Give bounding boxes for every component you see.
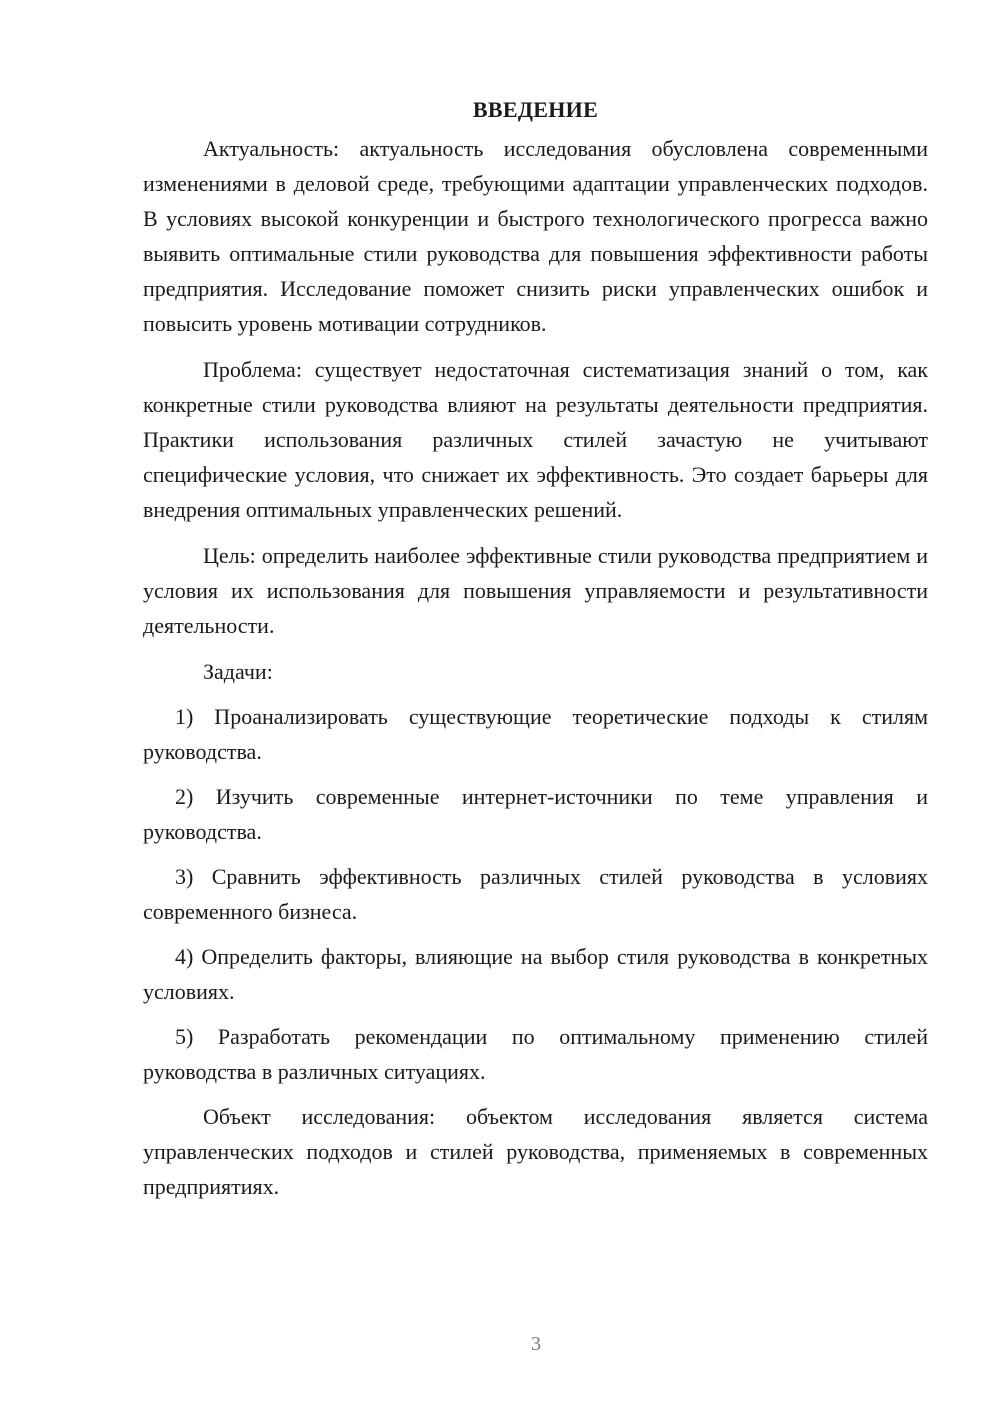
task-item: 3) Сравнить эффективность различных стилей руководства в условиях современного бизнеса.: [143, 864, 928, 924]
tasks-label: Задачи:: [203, 659, 273, 684]
page-title: ВВЕДЕНИЕ: [472, 97, 599, 122]
object-paragraph: Объект исследования: объектом исследования является система управленческих подходов и стилей руководства, применяемых в современных предприятиях.: [143, 1104, 928, 1199]
goal-paragraph: Цель: определить наиболее эффективные стили руководства предприятием и условия их использования для повышения управляемости и результативности деятельности.: [143, 543, 928, 638]
task-item: 1) Проанализировать существующие теоретические подходы к стилям руководства.: [143, 704, 928, 764]
problem-paragraph: Проблема: существует недостаточная систематизация знаний о том, как конкретные стили руководства влияют на результаты деятельности предприятия. Практики использования различных стилей зачастую не учитывают специфические условия, что снижает их эффективность. Это создает барьеры для внедрения оптимальных управленческих решений.: [143, 357, 928, 522]
task-item: 4) Определить факторы, влияющие на выбор стиля руководства в конкретных условиях.: [143, 944, 928, 1004]
document-page: [143, 92, 928, 1215]
task-item: 5) Разработать рекомендации по оптимальному применению стилей руководства в различных ситуациях.: [143, 1024, 928, 1084]
task-item: 2) Изучить современные интернет-источники по теме управления и руководства.: [143, 784, 928, 844]
relevance-paragraph: Актуальность: актуальность исследования обусловлена современными изменениями в деловой среде, требующими адаптации управленческих подходов. В условиях высокой конкуренции и быстрого технологического прогресса важно выявить оптимальные стили руководства для повышения эффективности работы предприятия. Исследование поможет снизить риски управленческих ошибок и повысить уровень мотивации сотрудников.: [143, 136, 928, 336]
page-number: 3: [531, 1333, 541, 1355]
